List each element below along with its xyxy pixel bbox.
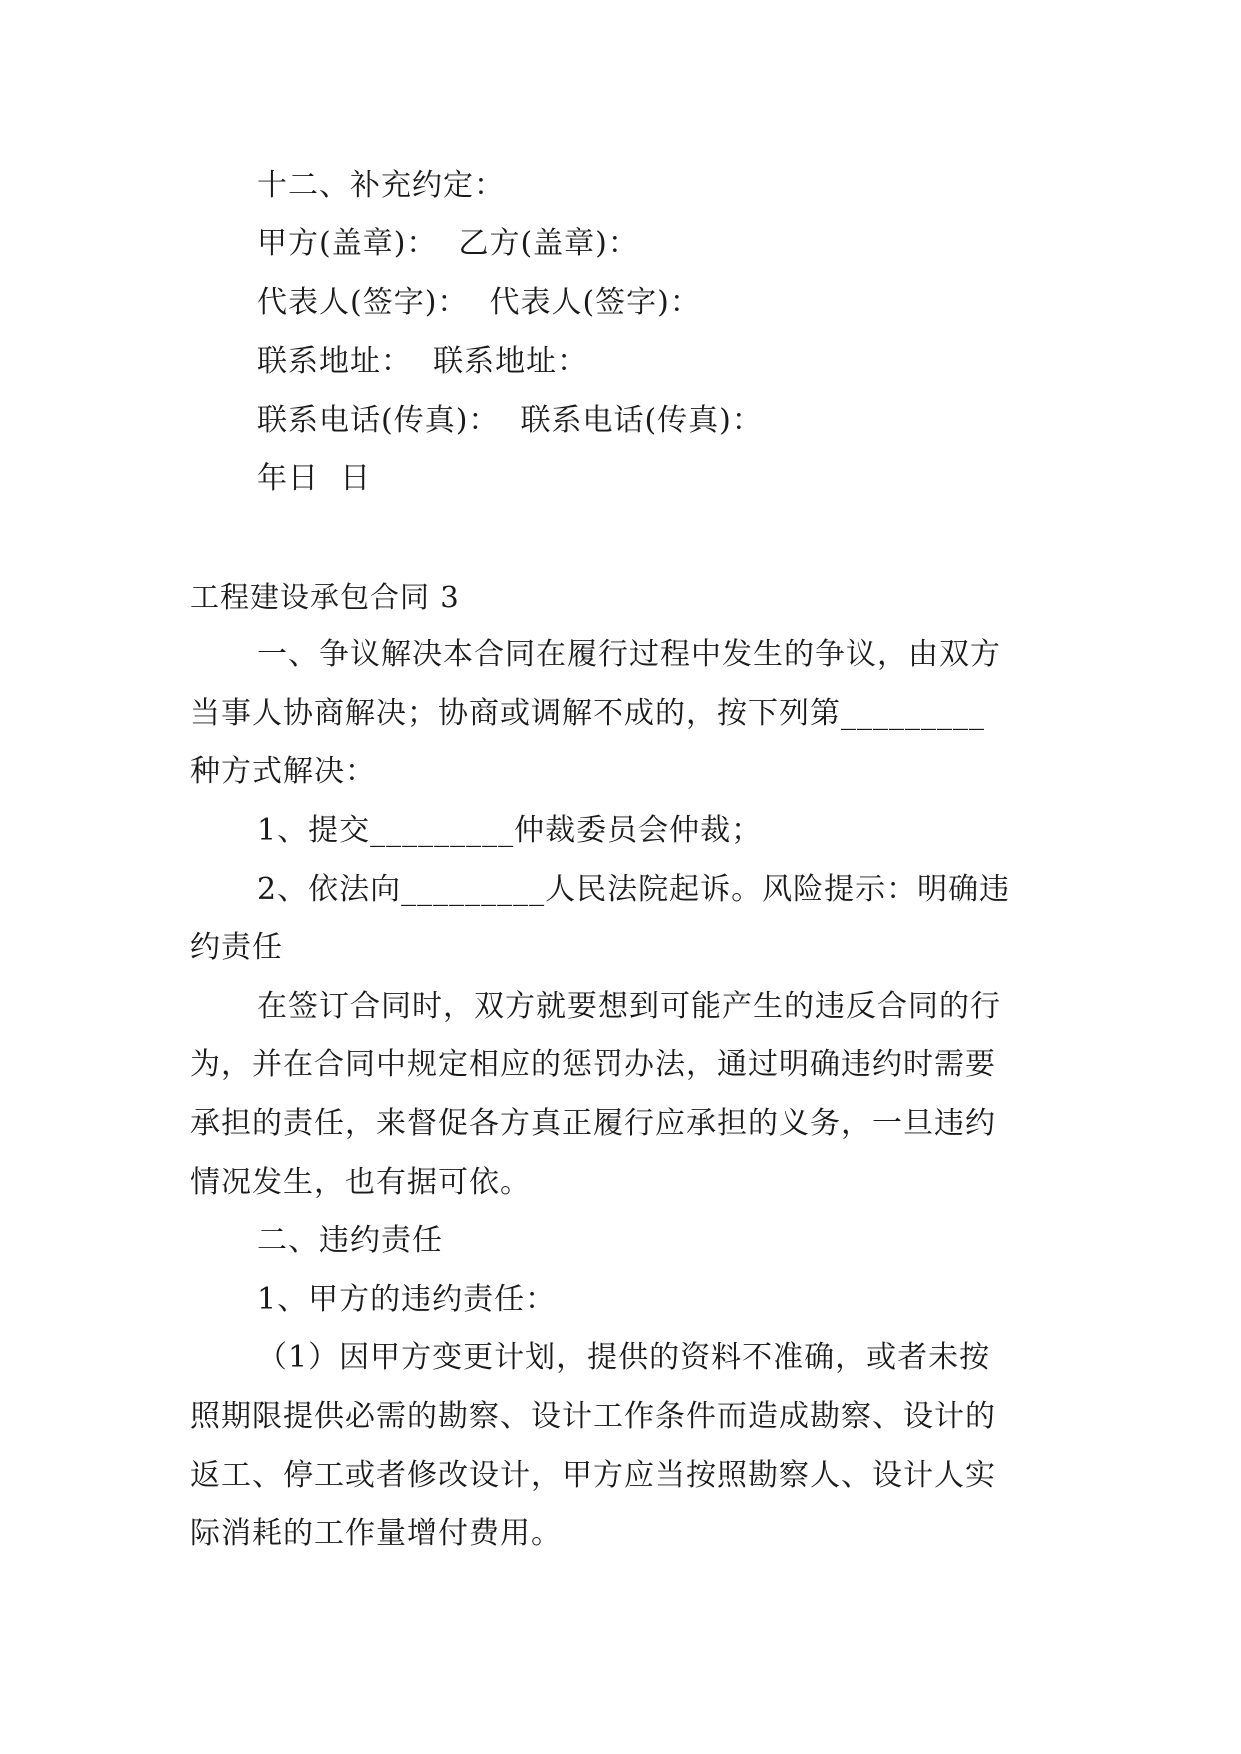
paragraph-line: （1）因甲方变更计划，提供的资料不准确，或者未按 [257,1340,991,1375]
subsection-heading: 1、甲方的违约责任： [257,1282,557,1317]
paragraph-line: 在签订合同时，双方就要想到可能产生的违反合同的行 [257,989,1001,1024]
paragraph-line: 承担的责任，来督促各方真正履行应承担的义务，一旦违约 [190,1106,996,1141]
paragraph-line: 1、提交_________仲裁委员会仲裁； [257,813,763,848]
date-line: 年日 日 [257,461,372,496]
seal-line: 甲方(盖章)： 乙方(盖章)： [257,226,639,261]
address-line: 联系地址： 联系地址： [257,344,589,379]
paragraph-line: 一、争议解决本合同在履行过程中发生的争议，由双方 [257,637,1001,672]
paragraph-line: 为，并在合同中规定相应的惩罚办法，通过明确违约时需要 [190,1047,996,1082]
paragraph-line: 情况发生，也有据可依。 [190,1165,531,1200]
supplement-clause: 十二、补充约定： [257,168,505,203]
paragraph-line: 当事人协商解决；协商或调解不成的，按下列第_________ [190,696,985,731]
contract-title: 工程建设承包合同 3 [190,580,460,614]
paragraph-line: 约责任 [190,930,283,965]
paragraph-line: 种方式解决： [190,754,376,789]
section-heading: 二、违约责任 [257,1223,443,1258]
paragraph-line: 返工、停工或者修改设计，甲方应当按照勘察人、设计人实 [190,1458,996,1493]
paragraph-line: 照期限提供必需的勘察、设计工作条件而造成勘察、设计的 [190,1399,996,1434]
phone-line: 联系电话(传真)： 联系电话(传真)： [257,403,763,438]
paragraph-line: 际消耗的工作量增付费用。 [190,1516,562,1551]
paragraph-line: 2、依法向_________人民法院起诉。风险提示：明确违 [257,872,1011,907]
representative-line: 代表人(签字)： 代表人(签字)： [257,285,701,320]
